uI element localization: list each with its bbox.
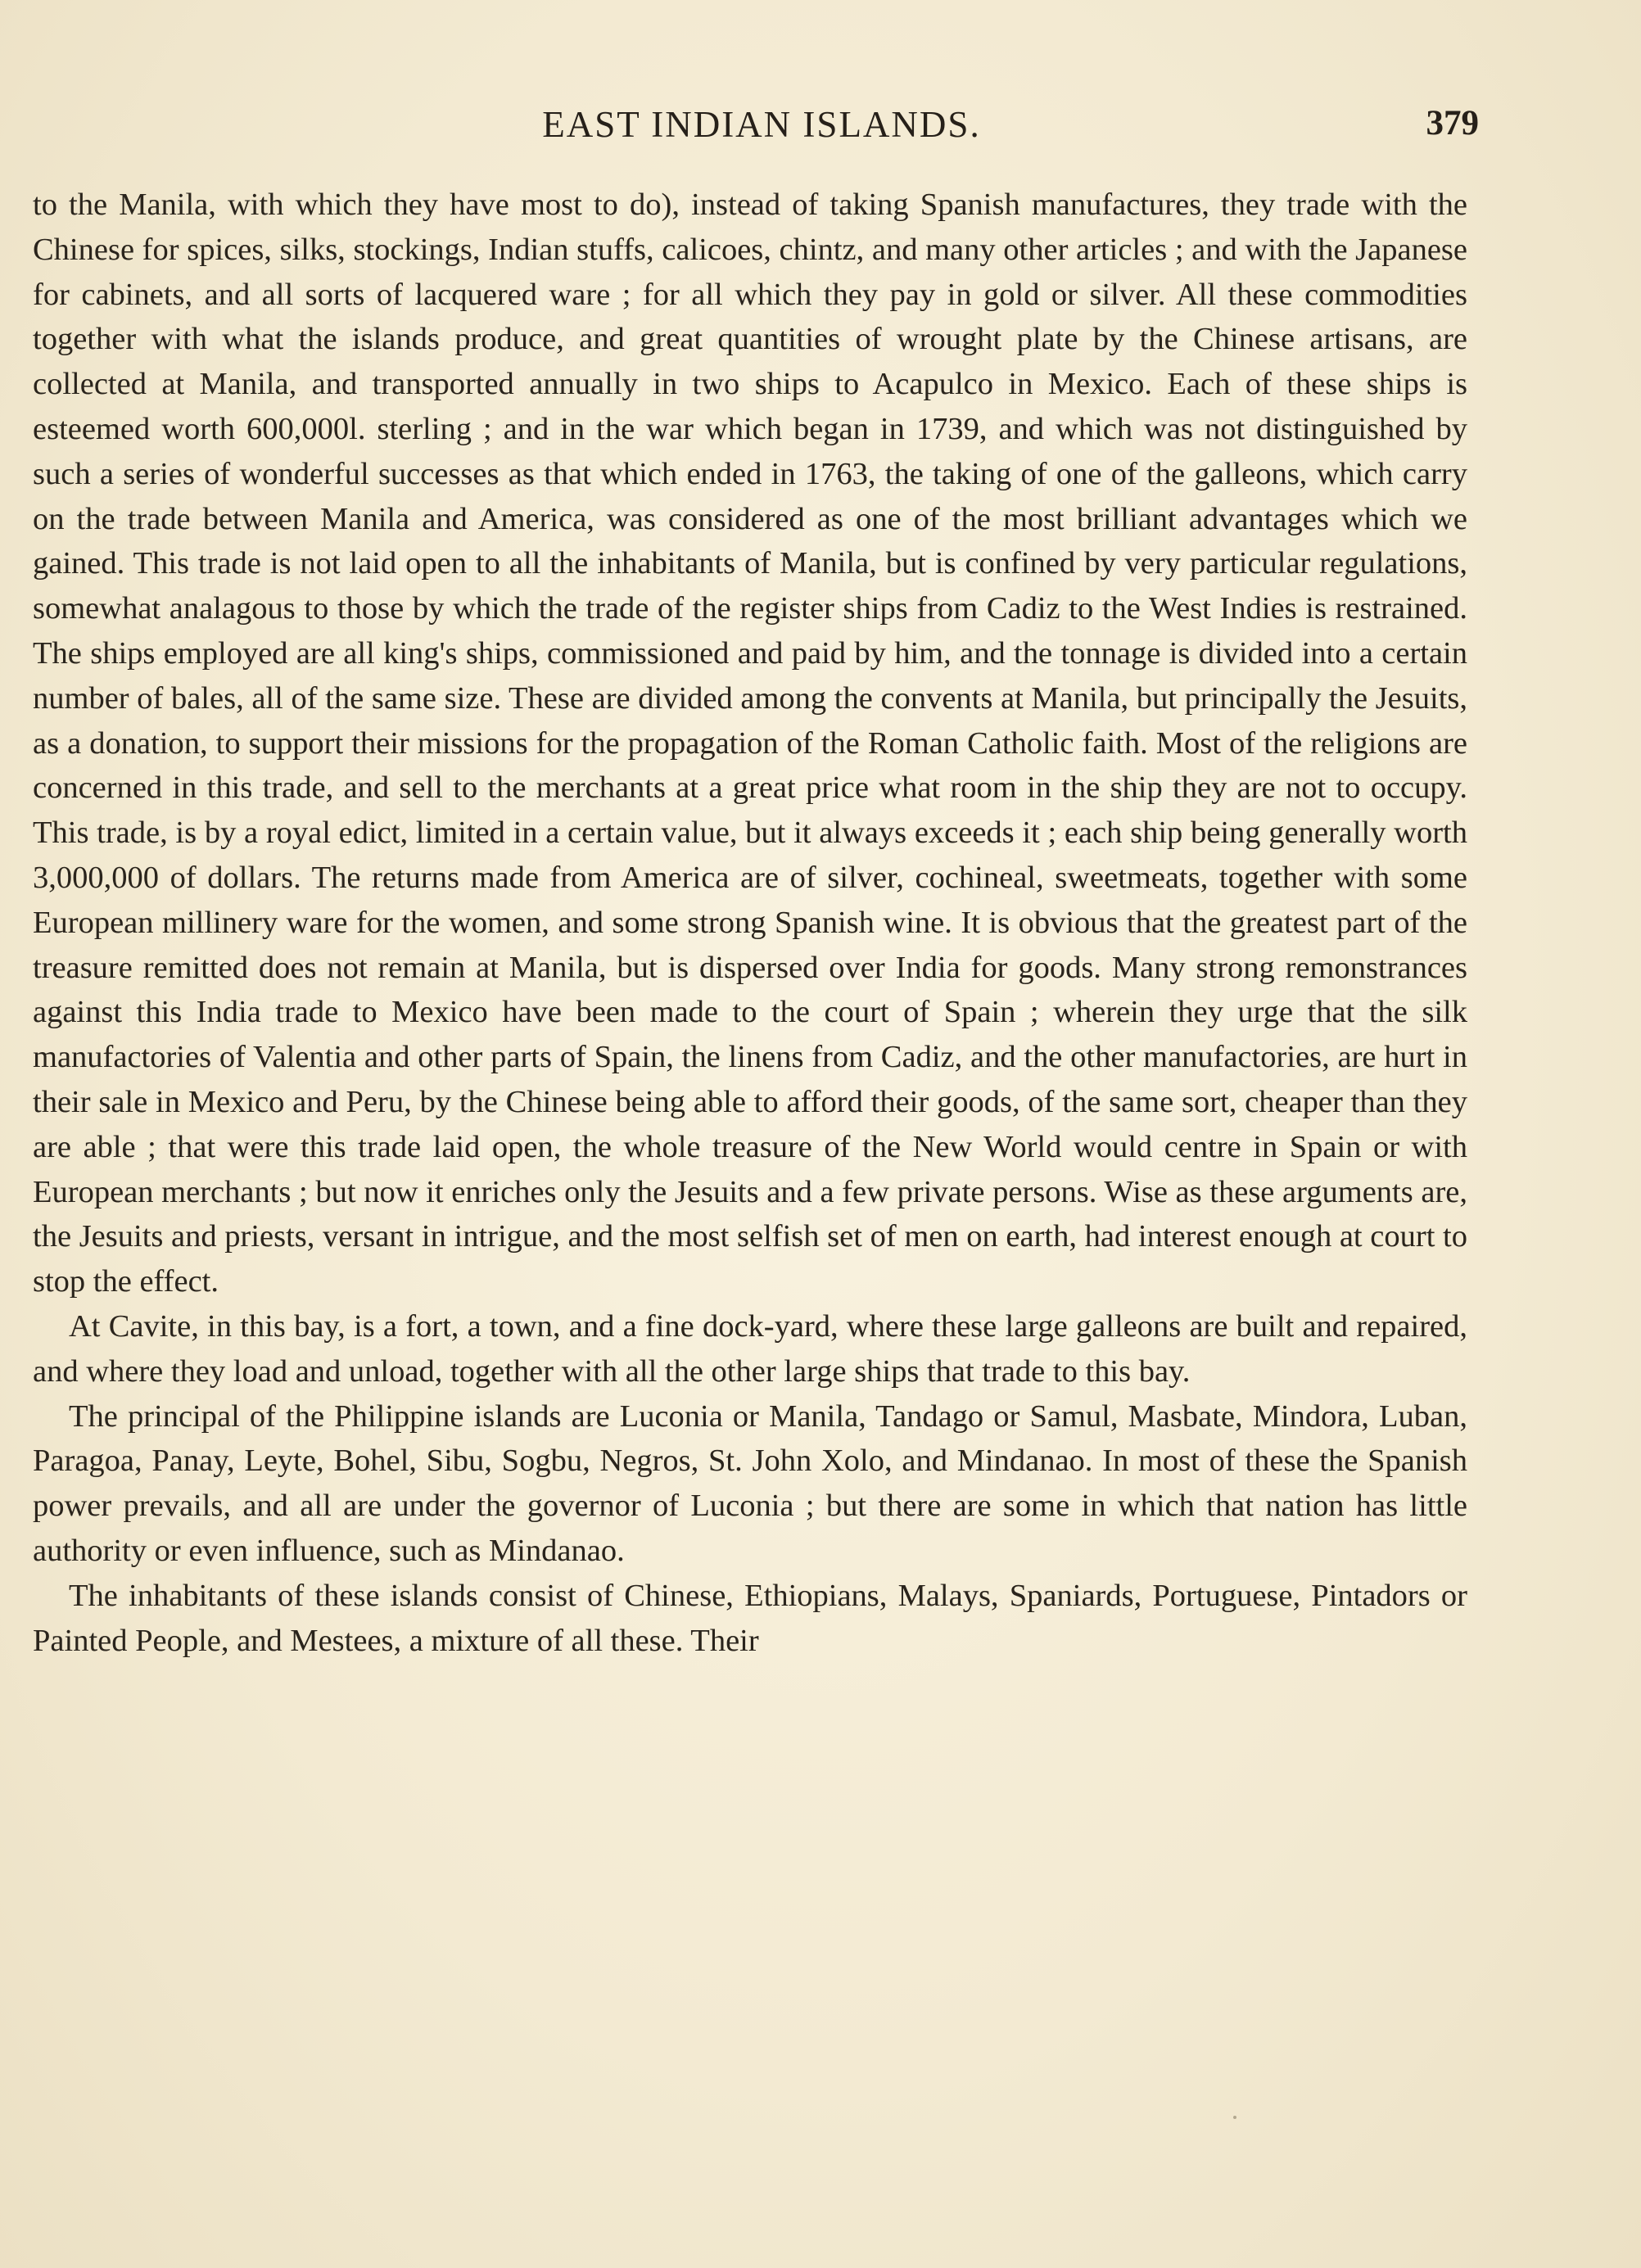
paragraph-philippine-islands: The principal of the Philippine islands are Luconia or Manila, Tandago or Samul, Masbate, Mindora, Luban, Paragoa, Panay, Leyte, Bohel, Sibu, Sogbu, Negros, St. John Xolo, and Mindanao. In most of these the Spanish power prevails, and all are under the governor of Luconia ; but there are some in which that nation has little authority or even influence, such as Mindanao. [33,1398,1467,1568]
running-head [33,103,1479,169]
body-text [33,183,1467,1663]
paper-speck [1233,2116,1236,2119]
paragraph-inhabitants: The inhabitants of these islands consist of Chinese, Ethiopians, Malays, Spaniards, Portuguese, Pintadors or Painted People, and Mestees, a mixture of all these. Their [33,1578,1467,1658]
paragraph-cavite: At Cavite, in this bay, is a fort, a town, and a fine dock-yard, where these large galleons are built and repaired, and where they load and unload, together with all the other large ships that trade to this bay. [33,1308,1467,1389]
page-number: 379 [1426,104,1479,142]
chapter-title: EAST INDIAN ISLANDS. [542,104,981,145]
paragraph-trade-manila: to the Manila, with which they have most to do), instead of taking Spanish manufactures, they trade with the Chinese for spices, silks, stockings, Indian stuffs, calicoes, chintz, and many other articles ; and with the Japanese for cabinets, and all sorts of lacquered ware ; for all which they pay in gold or silver. All these commodities together with what the islands produce, and great quantities of wrought plate by the Chinese artisans, are collected at Manila, and transported annually in two ships to Acapulco in Mexico. Each of these ships is esteemed worth 600,000l. sterling ; and in the war which began in 1739, and which was not distinguished by such a series of wonderful successes as that which ended in 1763, the taking of one of the galleons, which carry on the trade between Manila and America, was considered as one of the most brilliant advantages which we gained. This trade is not laid open to all the inhabitants of Manila, but is confined by very particular regulations, somewhat analagous to those by which the trade of the register ships from Cadiz to the West Indies is restrained. The ships employed are all king's ships, commissioned and paid by him, and the tonnage is divided into a certain number of bales, all of the same size. These are divided among the convents at Manila, but principally the Jesuits, as a donation, to support their missions for the propagation of the Roman Catholic faith. Most of the religions are concerned in this trade, and sell to the merchants at a great price what room in the ship they are not to occupy. This trade, is by a royal edict, limited in a certain value, but it always exceeds it ; each ship being generally worth 3,000,000 of dollars. The returns made from America are of silver, cochineal, sweetmeats, together with some European millinery ware for the women, and some strong Spanish wine. It is obvious that the greatest part of the treasure remitted does not remain at Manila, but is dispersed over India for goods. Many strong remonstrances against this India trade to Mexico have been made to the court of Spain ; wherein they urge that the silk manufactories of Valentia and other parts of Spain, the linens from Cadiz, and the other manufactories, are hurt in their sale in Mexico and Peru, by the Chinese being able to afford their goods, of the same sort, cheaper than they are able ; that were this trade laid open, the whole treasure of the New World would centre in Spain or with European merchants ; but now it enriches only the Jesuits and a few private persons. Wise as these arguments are, the Jesuits and priests, versant in intrigue, and the most selfish set of men on earth, had interest enough at court to stop the effect. [33,187,1467,1299]
